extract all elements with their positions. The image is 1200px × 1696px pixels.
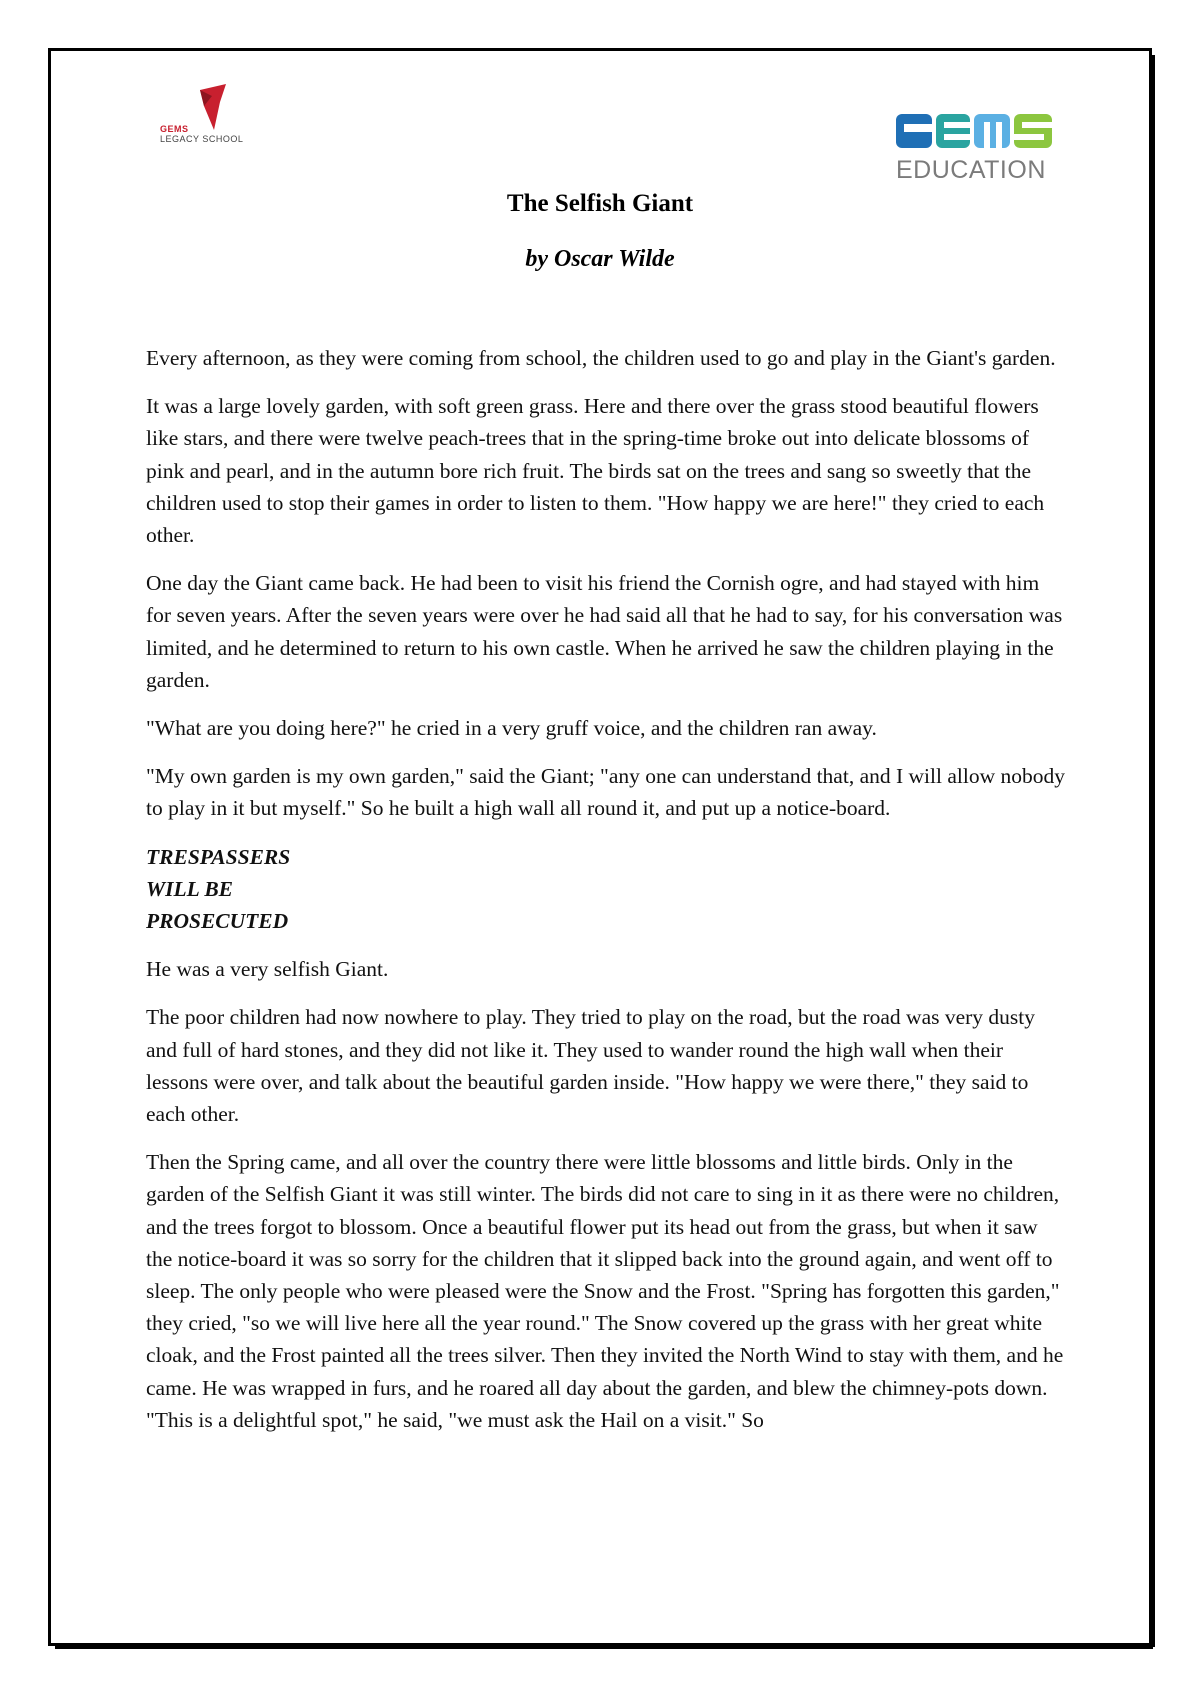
red-flag-icon [178, 84, 254, 132]
notice-board-text [146, 841, 1066, 938]
left-logo-brand: GEMS [160, 124, 189, 134]
paragraph: The poor children had now nowhere to play. They tried to play on the road, but the road was very dusty and full of hard stones, and they did not like it. They used to wander round the high wall when their lessons were over, and talk about the beautiful garden inside. "How happy we were there," they said to each other. [146, 1005, 1036, 1127]
paragraph: Every afternoon, as they were coming from school, the children used to go and play in the Giant's garden. [146, 346, 1056, 370]
notice-line: PROSECUTED [146, 909, 289, 934]
document-title: The Selfish Giant [506, 190, 694, 217]
left-logo-school: LEGACY SCHOOL [160, 134, 244, 144]
paragraph: "My own garden is my own garden," said the Giant; "any one can understand that, and I will allow nobody to play in it but myself." So he built a high wall all round it, and put up a notice-board. [146, 764, 1065, 821]
paragraph: He was a very selfish Giant. [146, 957, 389, 982]
gems-legacy-school-logo [158, 84, 254, 148]
story-body [146, 342, 1066, 1452]
paragraph: "What are you doing here?" he cried in a very gruff voice, and the children ran away. [146, 716, 877, 741]
gems-education-logo [896, 112, 1066, 192]
paragraph: Then the Spring came, and all over the country there were little blossoms and little birds. Only in the garden of the Selfish Giant it was still winter. The birds did not care to sing in it as there were no children, and the trees forgot to blossom. Once a beautiful flower put its head out from the grass, but when it saw the notice-board it was so sorry for the children that it slipped back into the ground again, and went off to sleep. The only people who were pleased were the Snow and the Frost. "Spring has forgotten this garden," they cried, "so we will live here all the year round." The Snow covered up the grass with her great white cloak, and the Frost painted all the trees silver. Then they invited the North Wind to stay with them, and he came. He was wrapped in furs, and he roared all day about the garden, and blew the chimney-pots down. "This is a delightful spot," he said, "we must ask the Hail on a visit." So [146, 1150, 1064, 1432]
gems-wordmark-icon [896, 112, 1056, 152]
notice-line: TRESPASSERS [146, 844, 291, 869]
notice-line: WILL BE [146, 876, 234, 901]
paragraph: One day the Giant came back. He had been to visit his friend the Cornish ogre, and had stayed with him for seven years. After the seven years were over he had said all that he had to say, for his conversation was limited, and he determined to return to his own castle. When he arrived he saw the children playing in the garden. [146, 571, 1063, 692]
document-author: by Oscar Wilde [525, 246, 675, 272]
paragraph: It was a large lovely garden, with soft green grass. Here and there over the grass stood beautiful flowers like stars, and there were twelve peach-trees that in the spring-time broke out into delicate blossoms of pink and pearl, and in the autumn bore rich fruit. The birds sat on the trees and sang so sweetly that the children used to stop their games in order to listen to them. "How happy we are here!" they cried to each other. [146, 394, 1045, 548]
right-logo-tagline: EDUCATION [896, 156, 1046, 184]
